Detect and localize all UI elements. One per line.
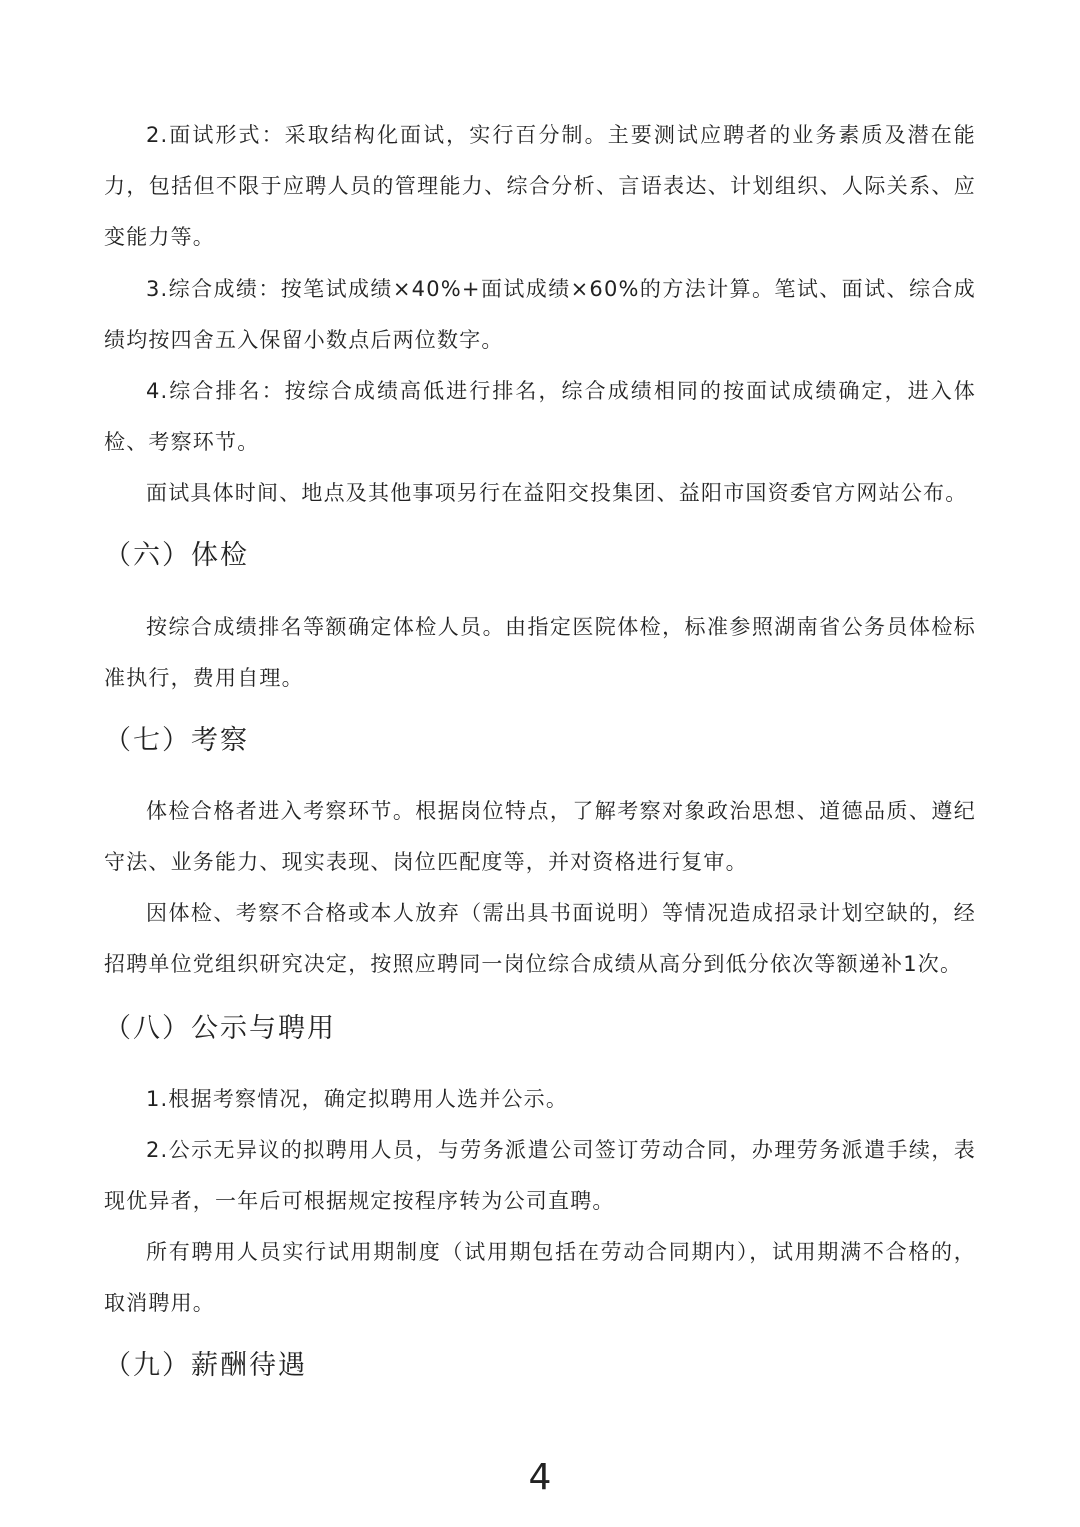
paragraph-interview-format: 2.面试形式：采取结构化面试，实行百分制。主要测试应聘者的业务素质及潜在能力，包括但不限于应聘人员的管理能力、综合分析、言语表达、计划组织、人际关系、应变能力等。 [104,123,976,249]
section-heading-salary: （九）薪酬待遇 [104,1350,307,1381]
section-heading-publicity-employment: （八）公示与聘用 [104,1013,336,1044]
paragraph-total-score: 3.综合成绩：按笔试成绩×40%+面试成绩×60%的方法计算。笔试、面试、综合成绩均按四舍五入保留小数点后两位数字。 [104,277,976,352]
section-heading-inspection: （七）考察 [104,725,249,756]
paragraph-inspection: 体检合格者进入考察环节。根据岗位特点，了解考察对象政治思想、道德品质、遵纪守法、业务能力、现实表现、岗位匹配度等，并对资格进行复审。 [104,799,976,874]
paragraph-vacancy-fill: 因体检、考察不合格或本人放弃（需出具书面说明）等情况造成招录计划空缺的，经招聘单位党组织研究决定，按照应聘同一岗位综合成绩从高分到低分依次等额递补1次。 [104,901,976,976]
page-number: 4 [528,1457,552,1498]
paragraph-physical-exam: 按综合成绩排名等额确定体检人员。由指定医院体检，标准参照湖南省公务员体检标准执行，费用自理。 [104,615,976,690]
paragraph-ranking: 4.综合排名：按综合成绩高低进行排名，综合成绩相同的按面试成绩确定，进入体检、考察环节。 [104,379,976,454]
paragraph-probation: 所有聘用人员实行试用期制度（试用期包括在劳动合同期内），试用期满不合格的，取消聘用。 [104,1240,976,1315]
section-heading-physical-exam: （六）体检 [104,540,249,571]
paragraph-publicity-1: 1.根据考察情况，确定拟聘用人选并公示。 [146,1087,569,1111]
paragraph-interview-notice: 面试具体时间、地点及其他事项另行在益阳交投集团、益阳市国资委官方网站公布。 [146,481,968,505]
paragraph-publicity-2: 2.公示无异议的拟聘用人员，与劳务派遣公司签订劳动合同，办理劳务派遣手续，表现优异者，一年后可根据规定按程序转为公司直聘。 [104,1138,976,1213]
